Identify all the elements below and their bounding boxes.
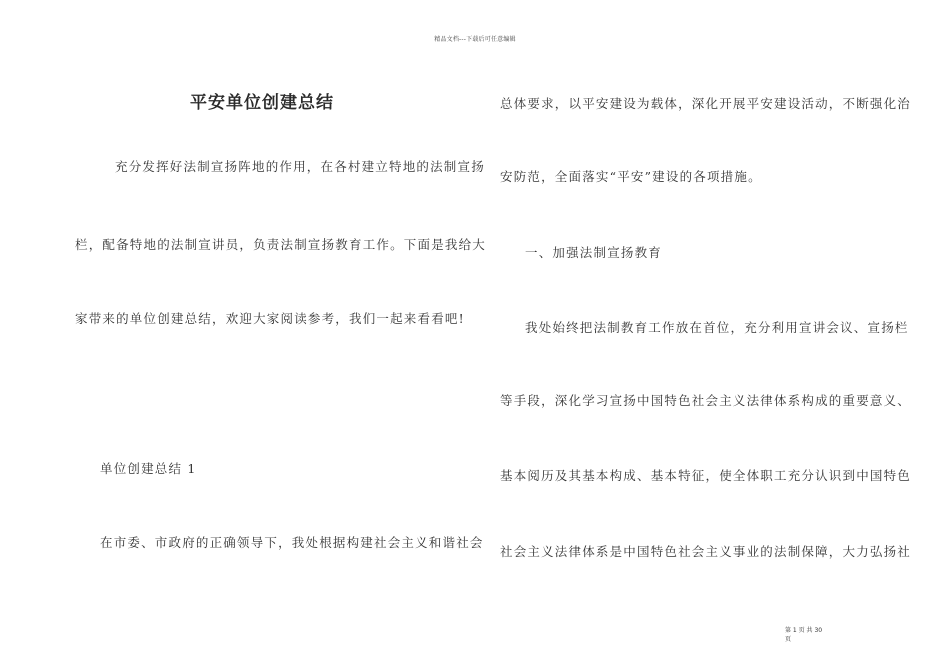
page-number-indicator (785, 626, 825, 644)
right-line-5: 基本阅历及其基本构成、基本特征，使全体职工充分认识到中国特色 (500, 468, 912, 483)
document-title: 平安单位创建总结 (190, 93, 334, 113)
right-line-3: 我处始终把法制教育工作放在首位，充分利用宣讲会议、宣扬栏 (525, 320, 909, 335)
right-line-4: 等手段，深化学习宣扬中国特色社会主义法律体系构成的重要意义、 (500, 393, 912, 408)
right-line-6: 社会主义法律体系是中国特色社会主义事业的法制保障，大力弘扬社 (500, 544, 912, 559)
right-line-2: 安防范，全面落实“平安”建设的各项措施。 (500, 169, 762, 184)
left-section-heading: 单位创建总结 1 (100, 461, 197, 476)
left-body-line-1: 在市委、市政府的正确领导下，我处根据构建社会主义和谐社会 (100, 535, 484, 550)
page-number-text: 第 1 页 共 30 (785, 627, 823, 634)
left-intro-line-3: 家带来的单位创建总结，欢迎大家阅读参考，我们一起来看看吧! (75, 311, 465, 326)
right-line-1: 总体要求，以平安建设为载体，深化开展平安建设活动，不断强化治 (500, 96, 912, 111)
right-subheading: 一、加强法制宣扬教育 (525, 245, 663, 260)
left-intro-line-2: 栏，配备特地的法制宣讲员，负责法制宣扬教育工作。下面是我给大 (75, 237, 487, 252)
page-number-text-continued: 页 (785, 636, 792, 643)
document-header-note: 精品文档---下载后可任意编辑 (434, 36, 516, 43)
left-intro-line-1: 充分发挥好法制宣扬阵地的作用，在各村建立特地的法制宣扬 (115, 159, 485, 174)
